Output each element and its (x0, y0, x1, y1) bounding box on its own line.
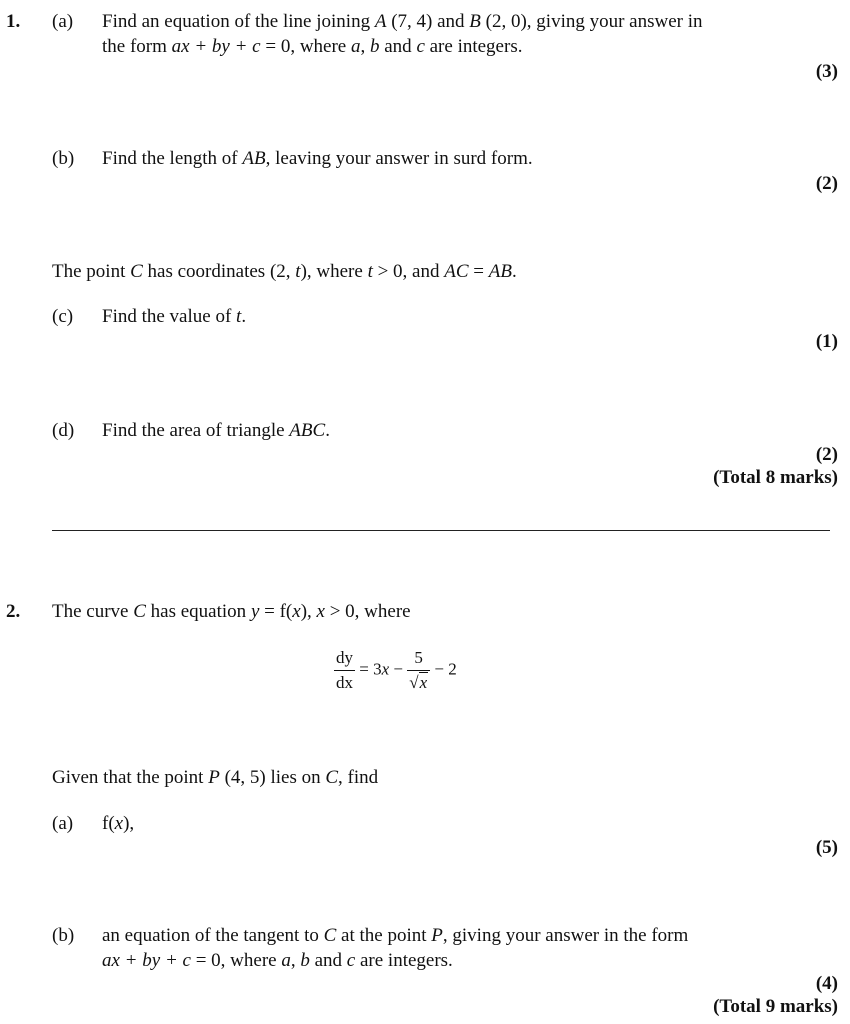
part-label: (b) (52, 148, 75, 169)
part-label: (d) (52, 420, 75, 441)
derivative-equation: $\frac{dy}{dx}$ = 3x − $\frac{5}{√x}$ − 2 (336, 648, 457, 692)
section-divider (52, 530, 830, 531)
dy-dx-fraction: $\frac{dy}{dx}$ (336, 648, 353, 692)
total-marks: (Total 8 marks) (713, 467, 838, 488)
question-text: an equation of the tangent to C at the point P, giving your answer in the form (102, 925, 689, 946)
question-text: Find the value of t. (102, 306, 247, 327)
total-marks: (Total 9 marks) (713, 996, 838, 1017)
part-label: (b) (52, 925, 75, 946)
question-text: Find the length of AB, leaving your answer in surd form. (102, 148, 533, 169)
part-label: (a) (52, 11, 74, 32)
marks: (3) (815, 61, 838, 82)
five-over-root-x: $\frac{5}{√x}$ (407, 648, 430, 693)
marks: (2) (815, 173, 838, 194)
part-label: (a) (52, 813, 74, 834)
question-number: 1. (6, 11, 21, 32)
marks: (2) (815, 444, 838, 465)
marks: (1) (815, 331, 838, 352)
question-text: the form ax + by + c = 0, where a, b and c are integers. (102, 36, 523, 57)
part-label: (c) (52, 306, 74, 327)
question-text: Find an equation of the line joining A (7, 4) and B (2, 0), giving your answer in (102, 11, 703, 32)
marks: (4) (815, 973, 838, 994)
question-stem: Given that the point P (4, 5) lies on C, find (52, 767, 379, 788)
question-number: 2. (6, 601, 21, 622)
question-text: Find the area of triangle ABC. (102, 420, 330, 441)
question-stem: The point C has coordinates (2, t), where t > 0, and AC = AB. (52, 261, 517, 282)
marks: (5) (815, 837, 838, 858)
question-text: f(x), (102, 813, 135, 834)
question-stem: The curve C has equation y = f(x), x > 0, where (52, 601, 411, 622)
question-text: ax + by + c = 0, where a, b and c are integers. (102, 950, 453, 971)
